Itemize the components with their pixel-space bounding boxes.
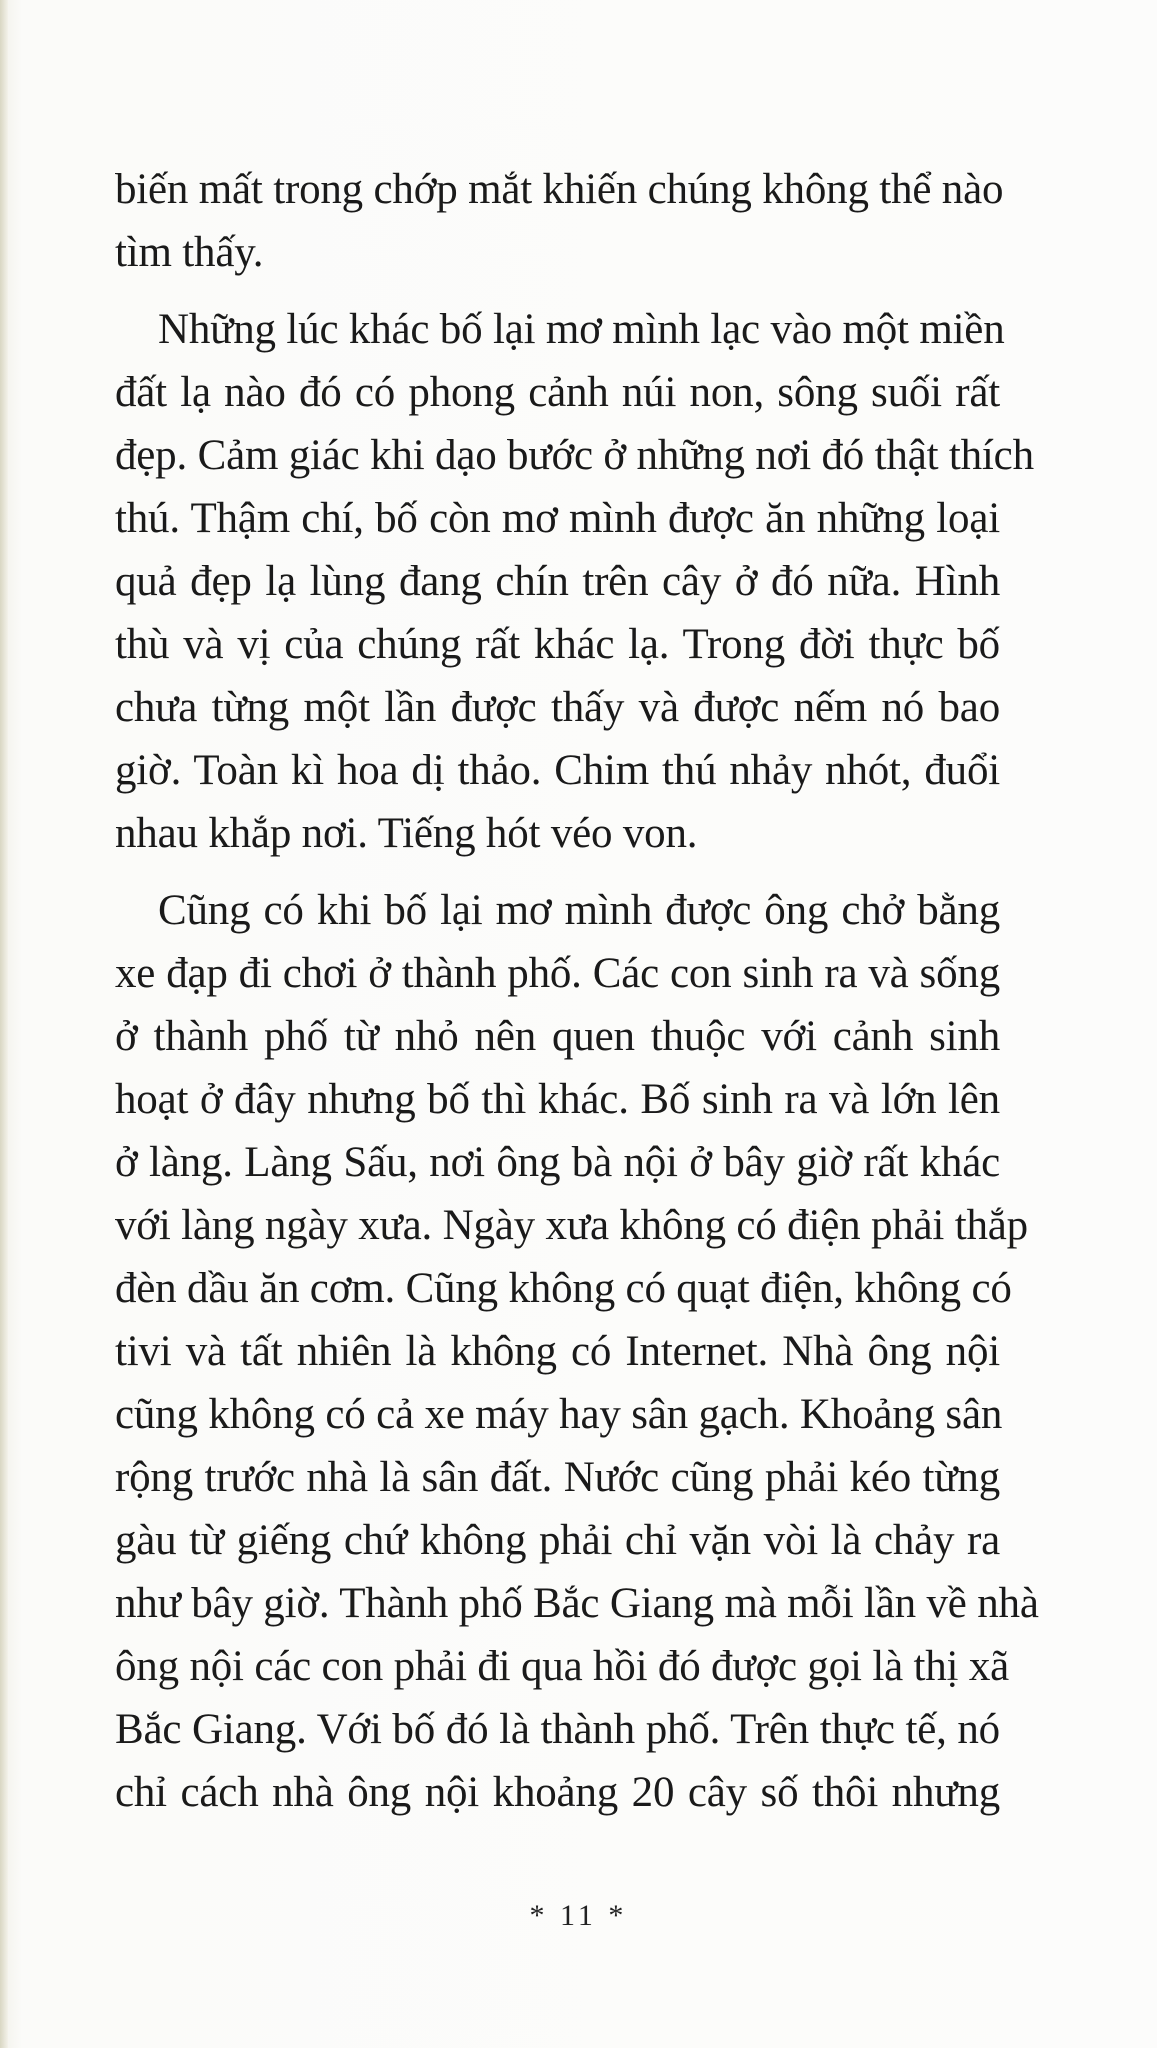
text-line: Bắc Giang. Với bố đó là thành phố. Trên thực tế, nó: [115, 1706, 1000, 1753]
body-text: [115, 158, 1039, 1824]
text-line: tìm thấy.: [115, 229, 264, 276]
page-number: * 11 *: [529, 1899, 628, 1932]
text-line: đèn dầu ăn cơm. Cũng không có quạt điện, không có: [115, 1265, 1012, 1312]
text-line: gàu từ giếng chứ không phải chỉ vặn vòi là chảy ra: [115, 1517, 1000, 1564]
text-line: tivi và tất nhiên là không có Internet. Nhà ông nội: [115, 1328, 1000, 1375]
text-line: Cũng có khi bố lại mơ mình được ông chở bằng: [158, 887, 1000, 934]
text-line: thù và vị của chúng rất khác lạ. Trong đời thực bố: [115, 621, 1000, 668]
paragraph-1: [115, 158, 1004, 284]
text-line: cũng không có cả xe máy hay sân gạch. Khoảng sân: [115, 1391, 1003, 1438]
text-line: ở làng. Làng Sấu, nơi ông bà nội ở bây giờ rất khác: [115, 1139, 1000, 1186]
text-line: hoạt ở đây nhưng bố thì khác. Bố sinh ra và lớn lên: [115, 1076, 1000, 1123]
text-line: nhau khắp nơi. Tiếng hót véo von.: [115, 810, 698, 857]
page-binding-edge: [0, 0, 8, 2048]
paragraph-2: [115, 298, 1034, 865]
text-line: với làng ngày xưa. Ngày xưa không có điện phải thắp: [115, 1202, 1028, 1249]
text-line: xe đạp đi chơi ở thành phố. Các con sinh ra và sống: [115, 950, 1000, 997]
text-line: rộng trước nhà là sân đất. Nước cũng phải kéo từng: [115, 1454, 1000, 1501]
text-line: thú. Thậm chí, bố còn mơ mình được ăn những loại: [115, 495, 1000, 542]
text-line: biến mất trong chớp mắt khiến chúng không thể nào: [115, 166, 1004, 213]
text-line: quả đẹp lạ lùng đang chín trên cây ở đó nữa. Hình: [115, 558, 1000, 605]
text-line: như bây giờ. Thành phố Bắc Giang mà mỗi lần về nhà: [115, 1580, 1039, 1627]
text-line: giờ. Toàn kì hoa dị thảo. Chim thú nhảy nhót, đuổi: [115, 747, 1000, 794]
text-line: đất lạ nào đó có phong cảnh núi non, sông suối rất: [115, 369, 1000, 416]
paragraph-3: [115, 879, 1039, 1824]
text-line: chưa từng một lần được thấy và được nếm nó bao: [115, 684, 1000, 731]
text-line: đẹp. Cảm giác khi dạo bước ở những nơi đó thật thích: [115, 432, 1034, 479]
text-line: chỉ cách nhà ông nội khoảng 20 cây số thôi nhưng: [115, 1769, 1000, 1816]
text-line: Những lúc khác bố lại mơ mình lạc vào một miền: [158, 306, 1005, 353]
text-line: ông nội các con phải đi qua hồi đó được gọi là thị xã: [115, 1643, 1010, 1690]
text-line: ở thành phố từ nhỏ nên quen thuộc với cảnh sinh: [115, 1013, 1000, 1060]
